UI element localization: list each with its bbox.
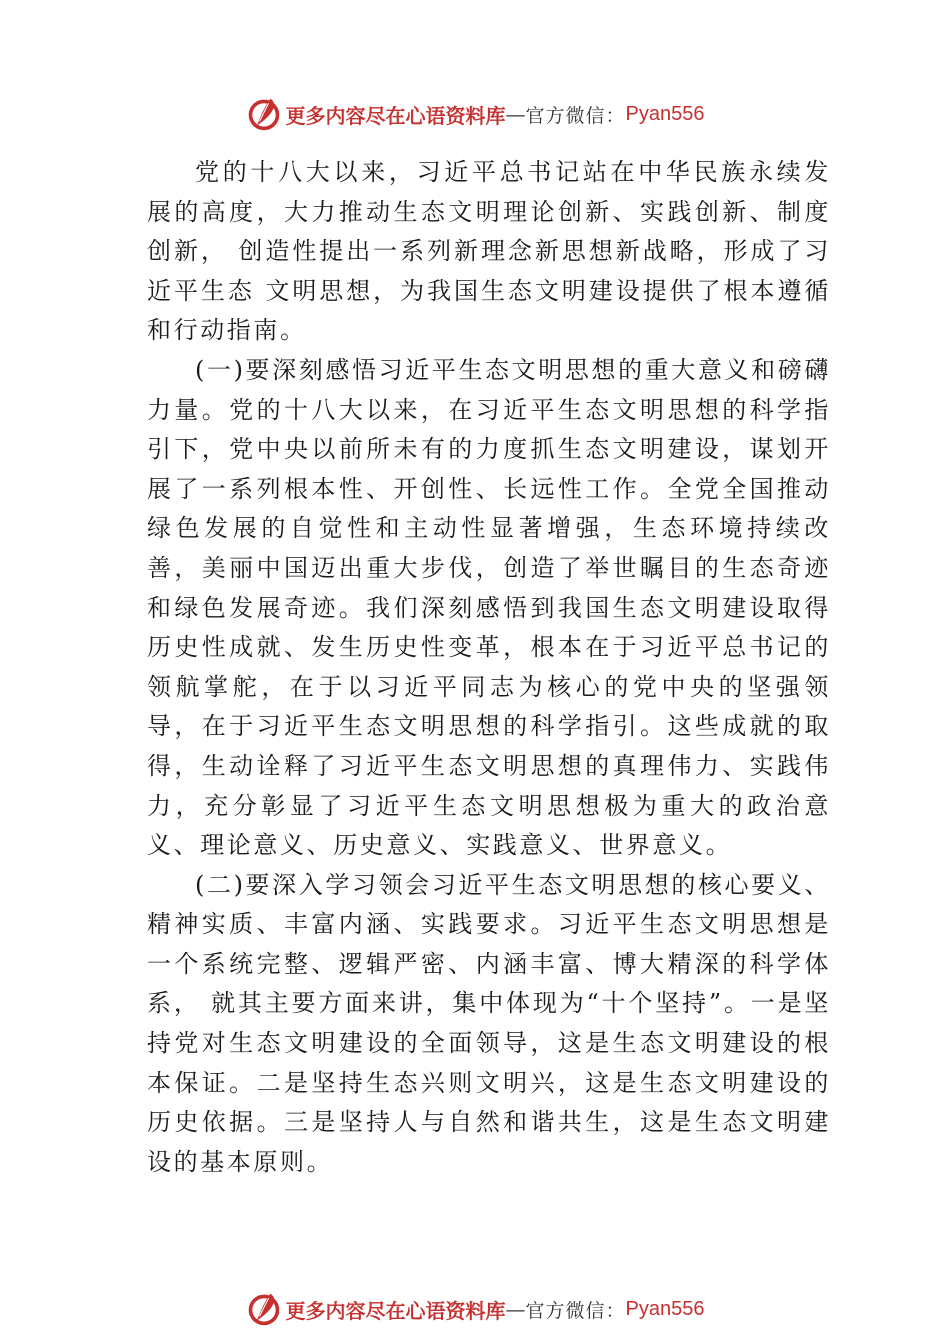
quill-pen-logo-icon <box>246 1291 282 1327</box>
watermark-brand-text: 更多内容尽在心语资料库 <box>285 103 506 128</box>
paragraph-intro: 党的十八大以来，习近平总书记站在中华民族永续发展的高度，大力推动生态文明理论创新、实践创新、制度创新， 创造性提出一系列新理念新思想新战略，形成了习近平生态 文明思想，为我国生态文明建设提供了根本遵循和行动指南。 <box>147 158 831 345</box>
quill-pen-logo-icon <box>246 96 282 132</box>
watermark-handle: Pyan556 <box>625 1297 705 1320</box>
watermark-handle: Pyan556 <box>625 102 705 125</box>
document-body <box>147 153 831 1182</box>
watermark-brand-text: 更多内容尽在心语资料库 <box>285 1298 506 1323</box>
watermark-separator: — <box>505 102 526 126</box>
watermark-official-label: 官方微信： <box>525 104 626 127</box>
footer-watermark <box>0 1289 950 1329</box>
watermark-official-label: 官方微信： <box>525 1299 626 1322</box>
paragraph-section-1: (一)要深刻感悟习近平生态文明思想的重大意义和磅礴力量。党的十八大以来，在习近平生态文明思想的科学指引下，党中央以前所未有的力度抓生态文明建设，谋划开展了一系列根本性、开创性、长远性工作。全党全国推动绿色发展的自觉性和主动性显著增强，生态环境持续改善，美丽中国迈出重大步伐，创造了举世瞩目的生态奇迹和绿色发展奇迹。我们深刻感悟到我国生态文明建设取得历史性成就、发生历史性变革，根本在于习近平总书记的领航掌舵，在于以习近平同志为核心的党中央的坚强领导，在于习近平生态文明思想的科学指引。这些成就的取得，生动诠释了习近平生态文明思想的真理伟力、实践伟力，充分彰显了习近平生态文明思想极为重大的政治意义、理论意义、历史意义、实践意义、世界意义。 <box>147 355 831 860</box>
header-watermark <box>0 94 950 134</box>
paragraph-section-2: (二)要深入学习领会习近平生态文明思想的核心要义、精神实质、丰富内涵、实践要求。习近平生态文明思想是一个系统完整、逻辑严密、内涵丰富、博大精深的科学体系， 就其主要方面来讲，集中体现为“十个坚持”。一是坚持党对生态文明建设的全面领导，这是生态文明建设的根本保证。二是坚持生态兴则文明兴，这是生态文明建设的历史依据。三是坚持人与自然和谐共生，这是生态文明建设的基本原则。 <box>147 870 831 1176</box>
watermark-separator: — <box>505 1297 526 1321</box>
